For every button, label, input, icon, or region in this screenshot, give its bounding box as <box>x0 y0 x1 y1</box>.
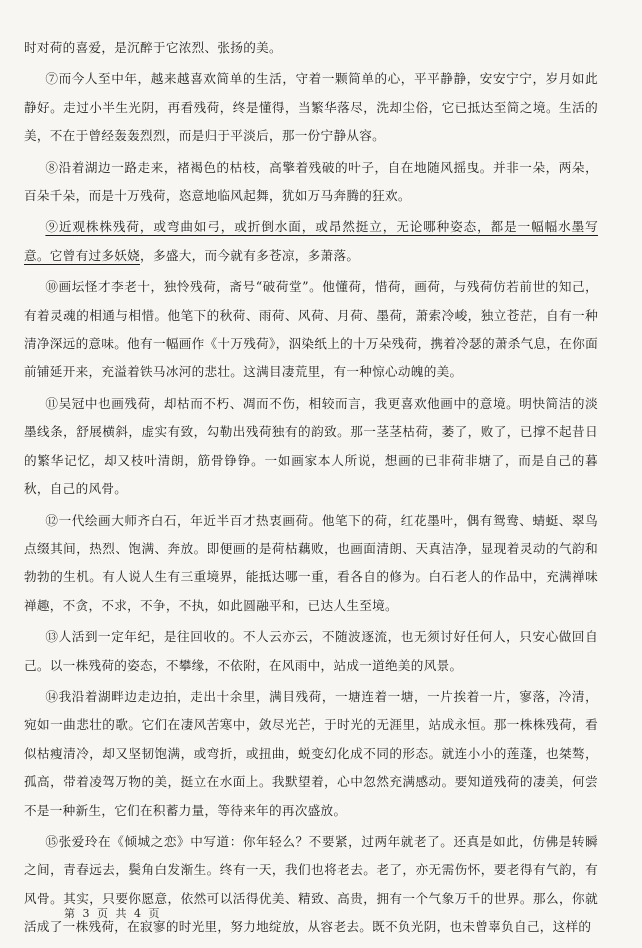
paragraph-12: ⑫一代绘画大师齐白石，年近半百才热衷画荷。他笔下的荷，红花墨叶，偶有鸳鸯、蜻蜓、翠鸟点缀其间，热烈、饱满、奔放。即便画的是荷枯藕败，也画面清朗、天真洁净，显现着灵动的气韵和勃勃的生机。有人说人生有三重境界，能抵达哪一重，看各自的修为。白石老人的作品中，充满禅味禅趣，不贪，不求，不争，不执，如此圆融平和，已达人生至境。 <box>24 512 598 613</box>
paragraph-14: ⑭我沿着湖畔边走边拍，走出十余里，满目残荷，一塘连着一塘，一片挨着一片，寥落，冷清，宛如一曲悲壮的歌。它们在凄风苦寒中，敛尽光芒，于时光的无涯里，站成永恒。那一株株残荷，看似枯瘦清冷，却又坚韧饱满，或弯折，或扭曲，蜕变幻化成不同的形态。就连小小的莲蓬，也桀骜，孤高，带着凌驾万物的美，挺立在水面上。我默望着，心中忽然充满感动。要知道残荷的凄美，何尝不是一种新生，它们在积蓄力量，等待来年的再次盛放。 <box>24 688 598 818</box>
essay-body <box>24 34 598 942</box>
underlined-sentence: ⑨近观株株残荷，或弯曲如弓，或折倒水面，或昂然挺立，无论哪种姿态，都是一幅幅水墨写意。它曾有过多妖娆 <box>24 219 598 263</box>
paragraph-9 <box>24 213 598 270</box>
paragraph-13: ⑬人活到一定年纪，是往回收的。不人云亦云，不随波逐流，也无须讨好任何人，只安心做回自己。以一株残荷的姿态，不攀缘，不依附，在风雨中，站成一道绝美的风景。 <box>24 629 598 673</box>
paragraph-8: ⑧沿着湖边一路走来，褚褐色的枯枝，高擎着残破的叶子，自在地随风摇曳。并非一朵，两朵，百朵千朵，而是十万残荷，恣意地临风起舞，犹如万马奔腾的狂欢。 <box>24 159 598 204</box>
paragraph-10: ⑩画坛怪才李老十，独怜残荷，斋号“破荷堂”。他懂荷，惜荷，画荷，与残荷仿若前世的知己，有着灵魂的相通与相惜。他笔下的秋荷、雨荷、风荷、月荷、墨荷，萧索冷峻，独立苍茫，自有一种清净深远的意味。他有一幅画作《十万残荷》，泅染纸上的十万朵残荷，携着冷瑟的萧杀气息，在你面前铺延开来，充溢着铁马冰河的悲壮。这满目凄荒里，有一种惊心动魄的美。 <box>24 279 598 380</box>
paragraph-11: ⑪吴冠中也画残荷，却枯而不朽、凋而不伤，相较而言，我更喜欢他画中的意境。明快简洁的淡墨线条，舒展横斜，虚实有致，勾勒出残荷独有的韵致。那一茎茎枯荷，萎了，败了，已撑不起昔日的繁华记忆，却又枝叶清朗，筋骨铮铮。一如画家本人所说，想画的已非荷非塘了，而是自己的暮秋，自己的风骨。 <box>24 395 598 497</box>
page-footer: 第 3 页 共 4 页 <box>64 907 162 920</box>
paragraph-7: ⑦而今人至中年，越来越喜欢简单的生活，守着一颗简单的心，平平静静，安安宁宁，岁月如此静好。走过小半生光阴，再看残荷，终是懂得，当繁华落尽，洗却尘俗，它已抵达至简之境。生活的美，不在于曾经轰轰烈烈，而是归于平淡后，那一份宁静从容。 <box>24 71 598 144</box>
paragraph-6-tail: 时对荷的喜爱，是沉醉于它浓烈、张扬的美。 <box>24 40 282 55</box>
paragraph-9-rest: ，多盛大，而今就有多苍凉，多萧落。 <box>140 247 360 263</box>
paragraph-15: ⑮张爱玲在《倾城之恋》中写道：你年轻么？不要紧，过两年就老了。还真是如此，仿佛是转瞬之间，青春远去，鬓角白发渐生。终有一天，我们也将老去。老了，亦无需伤怀，要老得有气韵，有风骨。其实，只要你愿意，依然可以活得优美、精致、高贵，拥有一个气象万千的世界。那么，你就活成了一株残荷，在寂寥的时光里，努力地绽放，从容老去。既不负光阴，也未曾辜负自己，这样的 <box>24 833 598 935</box>
